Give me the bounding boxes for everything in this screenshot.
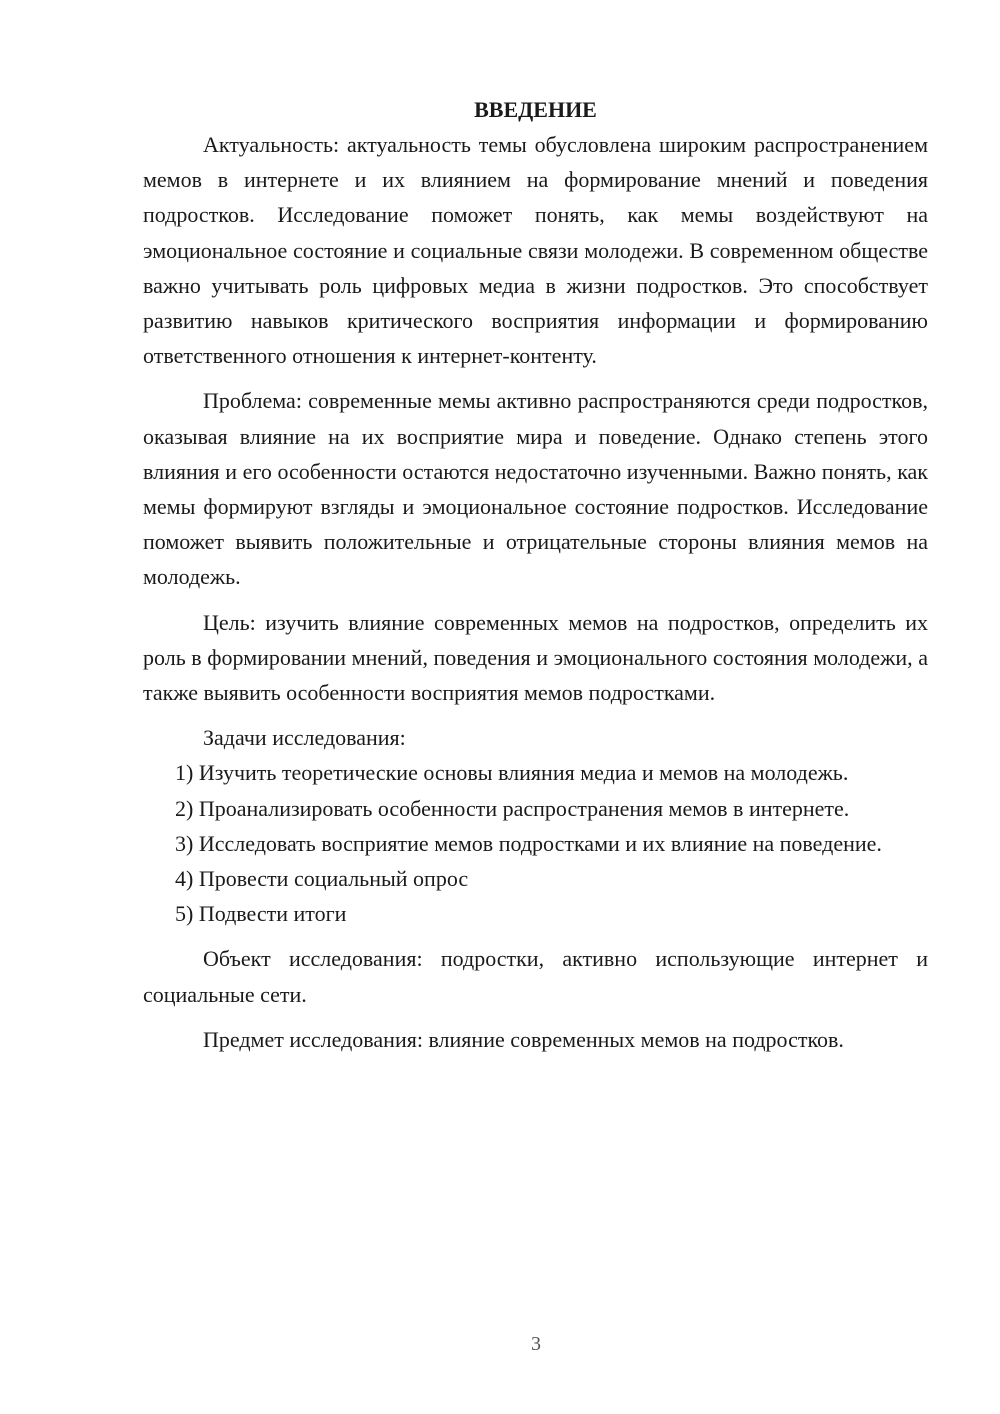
section-title: ВВЕДЕНИЕ xyxy=(474,97,597,122)
paragraph-subject: Предмет исследования: влияние современных мемов на подростков. xyxy=(203,1026,844,1052)
task-item-2: 2) Проанализировать особенности распространения мемов в интернете. xyxy=(175,795,850,821)
task-item-4: 4) Провести социальный опрос xyxy=(175,866,469,892)
document-page xyxy=(143,92,928,1057)
task-item-5: 5) Подвести итоги xyxy=(175,901,347,927)
task-item-1: 1) Изучить теоретические основы влияния медиа и мемов на молодежь. xyxy=(175,760,849,786)
paragraph-relevance: Актуальность: актуальность темы обусловлена широким распространением мемов в интернете и их влиянием на формирование мнений и поведения подростков. Исследование поможет понять, как мемы воздействуют на эмоциональное состояние и социальные связи молодежи. В современном обществе важно учитывать роль цифровых медиа в жизни подростков. Это способствует развитию навыков критического восприятия информации и формированию ответственного отношения к интернет-контенту. xyxy=(143,132,928,369)
paragraph-problem: Проблема: современные мемы активно распространяются среди подростков, оказывая влияние на их восприятие мира и поведение. Однако степень этого влияния и его особенности остаются недостаточно изученными. Важно понять, как мемы формируют взгляды и эмоциональное состояние подростков. Исследование поможет выявить положительные и отрицательные стороны влияния мемов на молодежь. xyxy=(143,388,928,590)
paragraph-goal: Цель: изучить влияние современных мемов на подростков, определить их роль в формировании мнений, поведения и эмоционального состояния молодежи, а также выявить особенности восприятия мемов подростками. xyxy=(143,609,928,706)
page-number: 3 xyxy=(531,1333,541,1355)
tasks-heading: Задачи исследования: xyxy=(203,725,406,751)
task-item-3: 3) Исследовать восприятие мемов подростками и их влияние на поведение. xyxy=(175,830,882,856)
paragraph-object: Объект исследования: подростки, активно использующие интернет и социальные сети. xyxy=(143,946,928,1007)
